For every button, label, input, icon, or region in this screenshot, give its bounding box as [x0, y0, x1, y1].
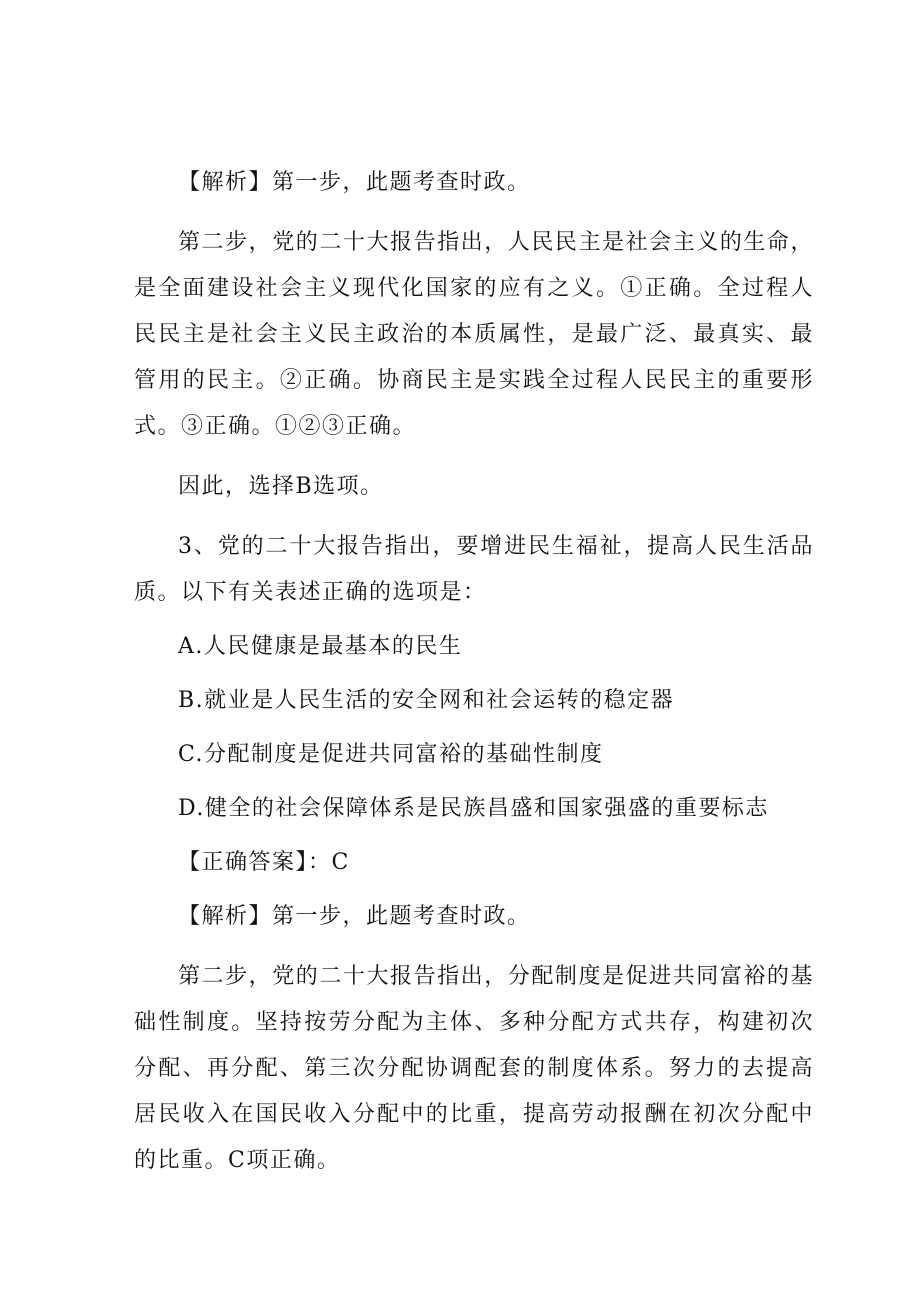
conclusion: 因此，选择B选项。 [178, 474, 384, 499]
analysis-step-2: 第二步，党的二十大报告指出，人民民主是社会主义的生命，是全面建设社会主义现代化国家的应有之义。①正确。全过程人民民主是社会主义民主政治的本质属性，是最广泛、最真实、最管用的民主。②正确。协商民主是实践全过程人民民主的重要形式。③正确。①②③正确。 [134, 230, 814, 439]
document-body [134, 160, 814, 1184]
option-d: D.健全的社会保障体系是民族昌盛和国家强盛的重要标志 [178, 796, 769, 821]
answer-analysis-step-1: 【解析】第一步，此题考查时政。 [178, 904, 531, 929]
correct-answer: 【正确答案】：C [178, 850, 350, 875]
option-c: C.分配制度是促进共同富裕的基础性制度 [178, 742, 604, 767]
option-a: A.人民健康是最基本的民生 [178, 634, 463, 659]
answer-analysis-step-2: 第二步，党的二十大报告指出，分配制度是促进共同富裕的基础性制度。坚持按劳分配为主体、多种分配方式共存，构建初次分配、再分配、第三次分配协调配套的制度体系。努力的去提高居民收入在国民收入分配中的比重，提高劳动报酬在初次分配中的比重。C项正确。 [134, 964, 814, 1173]
analysis-step-1: 【解析】第一步，此题考查时政。 [178, 170, 531, 195]
option-b: B.就业是人民生活的安全网和社会运转的稳定器 [178, 688, 675, 713]
question-stem: 3、党的二十大报告指出，要增进民生福祉，提高人民生活品质。以下有关表述正确的选项是： [134, 534, 814, 605]
